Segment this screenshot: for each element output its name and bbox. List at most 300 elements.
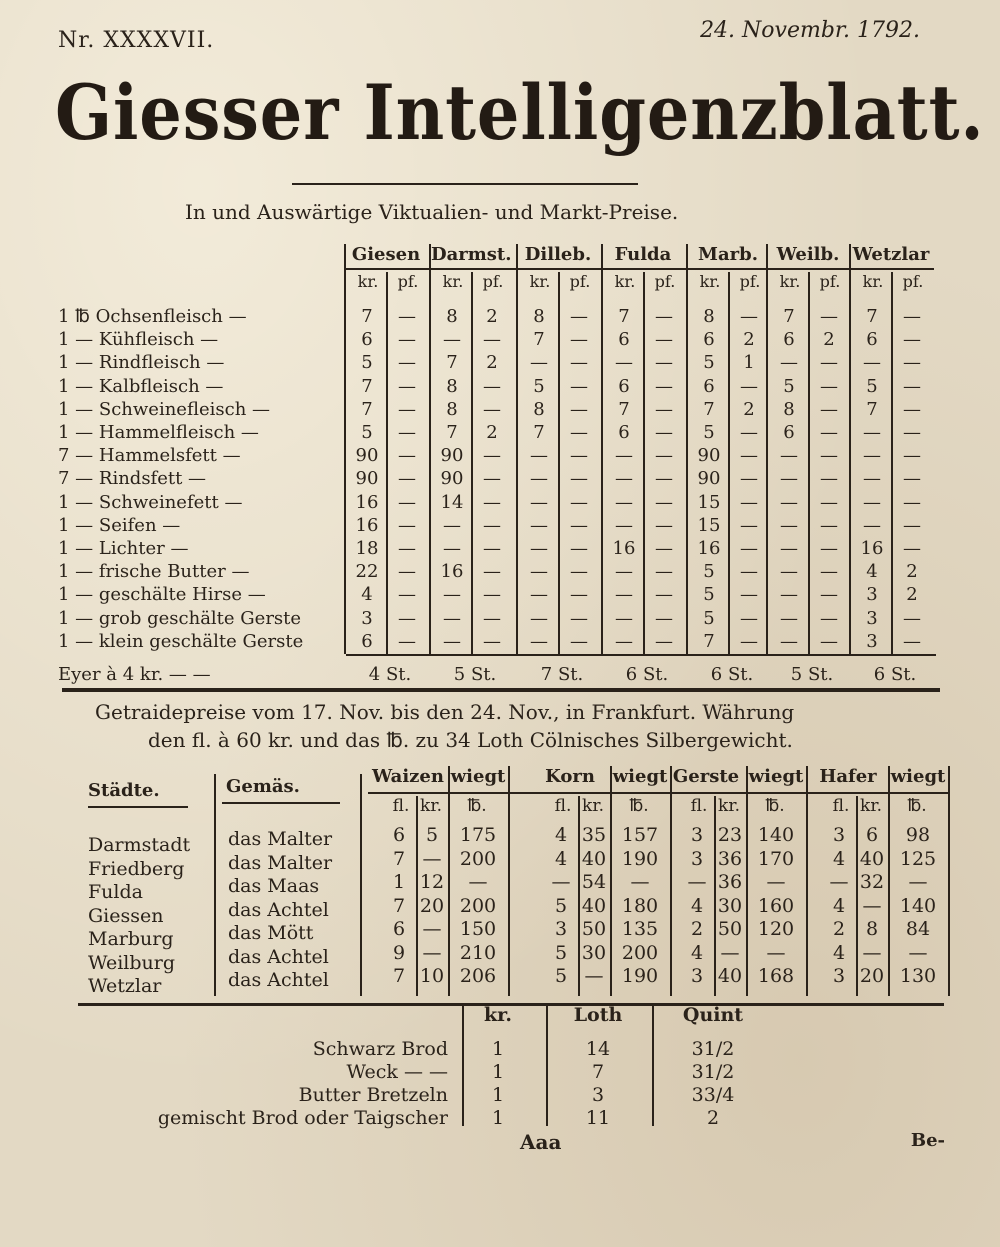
- bread-value: 7: [591, 1061, 605, 1083]
- victual-price: 6: [361, 630, 373, 652]
- victual-price: 90: [697, 468, 721, 490]
- victual-price: —: [655, 422, 673, 443]
- victual-label: 7 — Rindsfett —: [58, 468, 207, 490]
- victual-price: 3: [866, 607, 878, 629]
- grain-value: 20: [859, 965, 885, 987]
- grain-divider: [888, 766, 890, 996]
- victuals-title: In und Auswärtige Viktualien- und Markt-Preise.: [185, 200, 679, 224]
- column-divider: [766, 244, 768, 654]
- bread-header: kr.: [483, 1004, 513, 1026]
- bread-header: Quint: [682, 1004, 744, 1026]
- victual-price: 8: [703, 306, 715, 327]
- victual-price: —: [570, 491, 588, 513]
- grain-value: 175: [459, 824, 497, 846]
- column-divider: [429, 244, 431, 654]
- victual-price: —: [570, 514, 588, 536]
- victual-price: —: [530, 445, 548, 467]
- victual-price: —: [780, 630, 798, 652]
- header-rule: [344, 268, 934, 270]
- unit-kr: kr.: [529, 272, 551, 291]
- victual-price: —: [655, 306, 673, 327]
- victual-price: —: [483, 445, 501, 467]
- victual-price: 5: [361, 352, 373, 374]
- victual-price: —: [655, 630, 673, 652]
- unit-kr: kr.: [779, 272, 801, 291]
- grain-value: —: [468, 871, 488, 893]
- victual-price: —: [780, 538, 798, 559]
- grain-city: Darmstadt: [88, 834, 191, 856]
- victual-price: —: [483, 468, 501, 490]
- subcolumn-divider: [558, 272, 560, 654]
- grain-value: 4: [554, 847, 568, 870]
- column-divider: [686, 244, 688, 654]
- victual-price: —: [655, 514, 673, 536]
- victual-price: —: [483, 329, 501, 351]
- victual-price: 2: [486, 352, 498, 374]
- eggs-count: 5 St.: [790, 664, 834, 685]
- victual-price: —: [820, 375, 838, 397]
- victual-price: —: [820, 352, 838, 374]
- victual-label: 1 — Schweinefett —: [58, 491, 243, 513]
- grain-value: 3: [832, 824, 846, 846]
- victual-price: —: [820, 468, 838, 490]
- unit-lb: ℔.: [765, 796, 785, 816]
- victuals-bottom-rule: [62, 688, 940, 692]
- victual-price: —: [655, 329, 673, 351]
- grain-value: 5: [554, 941, 568, 964]
- unit-fl: fl.: [392, 796, 410, 816]
- victual-price: —: [740, 491, 758, 513]
- unit-kr: kr.: [357, 272, 379, 291]
- victual-price: —: [820, 398, 838, 420]
- grain-value: 4: [832, 894, 846, 917]
- victual-price: —: [570, 630, 588, 652]
- victual-price: 5: [703, 561, 715, 583]
- victual-price: —: [903, 445, 921, 467]
- grain-value: 210: [459, 941, 497, 964]
- victual-price: 16: [860, 538, 884, 559]
- grain-value: 157: [621, 824, 659, 846]
- victual-price: —: [863, 514, 881, 536]
- grain-value: 200: [459, 894, 497, 917]
- bread-value: 11: [585, 1107, 611, 1129]
- grain-value: 40: [717, 965, 743, 987]
- victual-price: —: [483, 375, 501, 397]
- cities-divider: [214, 774, 216, 996]
- victual-price: —: [398, 561, 416, 583]
- grain-value: 130: [899, 965, 937, 987]
- victual-price: 5: [361, 422, 373, 443]
- grain-measure: das Maas: [228, 875, 320, 897]
- grain-value: 30: [717, 894, 743, 917]
- victual-price: 8: [783, 398, 795, 420]
- victual-price: 16: [612, 538, 636, 559]
- victual-price: —: [740, 607, 758, 629]
- victual-price: —: [655, 538, 673, 559]
- unit-lb: ℔.: [907, 796, 927, 816]
- grain-value: 200: [459, 847, 497, 870]
- victual-price: —: [903, 468, 921, 490]
- victual-label: 1 — klein geschälte Gerste: [58, 630, 304, 652]
- grain-header: Waizen: [372, 766, 444, 787]
- victual-price: —: [740, 584, 758, 606]
- victual-price: 7: [618, 398, 630, 420]
- grain-value: 5: [425, 824, 439, 846]
- bread-value: 3: [591, 1084, 605, 1106]
- grain-measure: das Mött: [228, 922, 314, 944]
- victual-price: 8: [446, 306, 458, 327]
- grain-block-divider: [806, 766, 808, 996]
- victual-price: —: [820, 445, 838, 467]
- unit-kr: kr.: [718, 796, 740, 816]
- grain-value: 9: [392, 941, 406, 964]
- victual-price: 14: [440, 491, 464, 513]
- grain-value: 4: [690, 941, 704, 964]
- eggs-count: 6 St.: [625, 664, 669, 685]
- grain-value: —: [829, 871, 849, 893]
- victual-price: 8: [533, 306, 545, 327]
- victual-price: 4: [866, 561, 878, 583]
- victual-price: —: [570, 607, 588, 629]
- victual-price: —: [483, 514, 501, 536]
- victual-price: —: [483, 630, 501, 652]
- unit-pf: pf.: [397, 272, 419, 291]
- victual-price: 90: [697, 445, 721, 467]
- victual-price: 7: [361, 306, 373, 327]
- grain-value: 180: [621, 894, 659, 917]
- bread-value: 1: [491, 1107, 505, 1129]
- victuals-table: [58, 238, 943, 698]
- city-header: Darmst.: [431, 244, 512, 265]
- grain-divider: [610, 766, 612, 996]
- victual-price: —: [530, 352, 548, 374]
- victual-price: —: [903, 491, 921, 513]
- grain-value: 50: [581, 918, 607, 940]
- victual-price: —: [398, 538, 416, 559]
- bread-value: 14: [585, 1038, 611, 1060]
- unit-pf: pf.: [819, 272, 841, 291]
- victual-price: —: [780, 491, 798, 513]
- grain-title-line1: Getraidepreise vom 17. Nov. bis den 24. Nov., in Frankfurt. Währung: [95, 700, 795, 724]
- unit-fl: fl.: [690, 796, 708, 816]
- grain-value: 125: [899, 847, 937, 870]
- victual-price: —: [483, 538, 501, 559]
- victual-price: —: [530, 561, 548, 583]
- grain-city: Wetzlar: [88, 975, 162, 997]
- title-rule: [292, 183, 638, 185]
- victual-price: 5: [533, 375, 545, 397]
- victual-price: —: [903, 422, 921, 443]
- cities-underline: [88, 806, 188, 808]
- victual-price: —: [655, 445, 673, 467]
- grain-value: 54: [581, 871, 607, 893]
- victual-price: 6: [703, 375, 715, 397]
- victual-price: —: [780, 352, 798, 374]
- victual-price: 7: [703, 630, 715, 652]
- grain-value: —: [584, 965, 604, 987]
- masthead-title: Giesser Intelligenzblatt.: [55, 68, 985, 157]
- victual-price: —: [570, 584, 588, 606]
- grain-city: Fulda: [88, 881, 143, 903]
- grain-value: —: [551, 871, 571, 893]
- victual-price: —: [655, 491, 673, 513]
- grain-value: 3: [554, 918, 568, 940]
- victual-price: —: [740, 630, 758, 652]
- grain-value: 4: [554, 824, 568, 846]
- grain-measure: das Achtel: [228, 945, 329, 968]
- victual-price: —: [398, 352, 416, 374]
- grain-value: 7: [392, 847, 406, 870]
- measure-divider: [360, 774, 362, 996]
- victual-label: 1 — Hammelfleisch —: [58, 422, 259, 443]
- grain-value: 40: [581, 847, 607, 870]
- wiegt-header: wiegt: [612, 766, 668, 787]
- grain-value: —: [630, 871, 650, 893]
- victual-price: 7: [361, 375, 373, 397]
- victual-price: —: [655, 375, 673, 397]
- victual-price: —: [570, 445, 588, 467]
- victual-price: 7: [446, 422, 458, 443]
- wiegt-header: wiegt: [748, 766, 804, 787]
- victual-price: 5: [703, 352, 715, 374]
- victual-price: —: [398, 607, 416, 629]
- victual-label: 1 — Kalbfleisch —: [58, 375, 224, 397]
- victual-price: —: [863, 445, 881, 467]
- victual-price: —: [820, 538, 838, 559]
- grain-value: 140: [757, 824, 795, 846]
- unit-lb: ℔.: [629, 796, 649, 816]
- victual-price: —: [443, 584, 461, 606]
- grain-value: 206: [459, 965, 497, 987]
- unit-kr: kr.: [699, 272, 721, 291]
- victual-price: —: [570, 375, 588, 397]
- victual-label: 7 — Hammelsfett —: [58, 445, 241, 467]
- victual-price: —: [655, 561, 673, 583]
- victual-price: —: [398, 329, 416, 351]
- victual-price: —: [570, 422, 588, 443]
- unit-pf: pf.: [482, 272, 504, 291]
- victual-price: 6: [618, 329, 630, 351]
- victual-price: 7: [533, 422, 545, 443]
- victual-price: 7: [783, 306, 795, 327]
- unit-lb: ℔.: [467, 796, 487, 816]
- victual-price: —: [483, 607, 501, 629]
- grain-value: 135: [621, 918, 659, 940]
- victual-price: —: [530, 538, 548, 559]
- wiegt-header: wiegt: [450, 766, 506, 787]
- grain-value: 150: [459, 918, 497, 940]
- victual-price: —: [398, 445, 416, 467]
- victual-price: 16: [355, 514, 379, 536]
- victual-price: —: [903, 607, 921, 629]
- victual-price: 5: [703, 422, 715, 443]
- grain-header-rule: [368, 792, 948, 794]
- grain-divider: [746, 766, 748, 996]
- victual-price: —: [443, 329, 461, 351]
- victual-price: 6: [361, 329, 373, 351]
- grain-city: Giessen: [88, 904, 164, 927]
- victual-price: —: [780, 468, 798, 490]
- victual-price: —: [443, 630, 461, 652]
- bread-value: 1: [491, 1084, 505, 1106]
- victual-price: —: [615, 561, 633, 583]
- grain-value: 6: [392, 918, 406, 940]
- victual-price: 2: [486, 306, 498, 327]
- wiegt-header: wiegt: [890, 766, 946, 787]
- city-header: Dilleb.: [524, 244, 592, 265]
- grain-value: 50: [717, 918, 743, 940]
- victual-price: —: [398, 375, 416, 397]
- victual-price: 2: [743, 398, 755, 420]
- victual-price: —: [820, 607, 838, 629]
- victual-price: —: [820, 491, 838, 513]
- signature-mark: Aaa: [520, 1130, 562, 1154]
- victual-price: —: [443, 538, 461, 559]
- victual-price: —: [863, 352, 881, 374]
- eggs-count: 4 St.: [368, 664, 412, 685]
- victual-price: 18: [355, 538, 379, 559]
- victual-price: —: [903, 538, 921, 559]
- grain-value: 3: [690, 965, 704, 987]
- grain-value: 6: [865, 824, 879, 846]
- victual-price: —: [820, 584, 838, 606]
- victual-price: —: [820, 422, 838, 443]
- victual-price: —: [530, 607, 548, 629]
- victual-price: 6: [618, 422, 630, 443]
- victual-price: —: [570, 468, 588, 490]
- grain-value: 20: [419, 894, 445, 917]
- unit-kr: kr.: [614, 272, 636, 291]
- victual-price: 8: [446, 375, 458, 397]
- victual-price: 16: [440, 561, 464, 583]
- unit-pf: pf.: [902, 272, 924, 291]
- victual-price: 15: [697, 514, 721, 536]
- victual-price: 1: [743, 352, 755, 374]
- victual-price: 2: [743, 329, 755, 351]
- victual-price: —: [615, 468, 633, 490]
- victual-price: —: [655, 607, 673, 629]
- victual-price: —: [820, 561, 838, 583]
- victual-price: —: [740, 561, 758, 583]
- grain-value: 23: [717, 824, 743, 846]
- grain-header: Gerste: [672, 766, 740, 787]
- subcolumn-divider: [808, 272, 810, 654]
- victual-price: —: [780, 584, 798, 606]
- grain-measure: das Malter: [228, 828, 333, 850]
- grain-block-divider: [670, 766, 672, 996]
- victual-price: —: [615, 584, 633, 606]
- grain-value: —: [720, 941, 740, 964]
- grain-header: Korn: [545, 766, 595, 787]
- victual-price: —: [740, 445, 758, 467]
- victual-label: 1 ℔ Ochsenfleisch —: [58, 306, 247, 327]
- bread-divider: [652, 1006, 654, 1126]
- grain-value: 2: [690, 918, 704, 940]
- col-cities: Städte.: [88, 780, 160, 801]
- victual-price: —: [740, 468, 758, 490]
- unit-pf: pf.: [654, 272, 676, 291]
- grain-value: 6: [392, 824, 406, 846]
- grain-value: 1: [392, 871, 406, 893]
- grain-value: 5: [554, 965, 568, 987]
- grain-value: 10: [419, 965, 445, 987]
- victual-price: 2: [906, 584, 918, 606]
- victual-price: —: [740, 306, 758, 327]
- column-divider: [344, 244, 346, 654]
- issue-number: Nr. XXXXVII.: [58, 28, 215, 53]
- victual-price: —: [570, 329, 588, 351]
- victual-price: 6: [618, 375, 630, 397]
- grain-value: 170: [757, 847, 795, 870]
- col-measure: Gemäs.: [226, 776, 300, 797]
- victual-price: —: [398, 398, 416, 420]
- grain-block-divider: [948, 766, 950, 996]
- victual-price: 7: [703, 398, 715, 420]
- victual-price: —: [780, 514, 798, 536]
- victual-price: 7: [446, 352, 458, 374]
- city-header: Giesen: [351, 244, 421, 265]
- victual-price: 8: [446, 398, 458, 420]
- victual-price: —: [570, 538, 588, 559]
- victual-label: 1 — frische Butter —: [58, 561, 250, 583]
- victual-price: —: [530, 514, 548, 536]
- victual-price: —: [780, 607, 798, 629]
- victual-price: —: [615, 607, 633, 629]
- eggs-count: 6 St.: [873, 664, 917, 685]
- victual-price: —: [903, 375, 921, 397]
- victual-price: —: [483, 561, 501, 583]
- victual-price: 22: [355, 561, 379, 583]
- grain-value: 2: [832, 918, 846, 940]
- victual-price: —: [530, 468, 548, 490]
- victual-price: 6: [866, 329, 878, 351]
- grain-value: —: [766, 941, 786, 964]
- victual-price: —: [780, 561, 798, 583]
- victual-price: —: [655, 584, 673, 606]
- victual-price: 90: [355, 445, 379, 467]
- grain-city: Friedberg: [88, 857, 185, 880]
- grain-value: 8: [865, 918, 879, 940]
- grain-value: 160: [757, 894, 795, 917]
- victual-price: —: [398, 468, 416, 490]
- grain-measure: das Malter: [228, 851, 333, 874]
- grain-value: 40: [859, 847, 885, 870]
- victual-price: —: [398, 422, 416, 443]
- grain-value: 4: [832, 941, 846, 964]
- catchword: Be-: [910, 1130, 945, 1151]
- victual-price: 3: [361, 607, 373, 629]
- bread-value: 31/2: [691, 1038, 735, 1060]
- victual-price: —: [530, 630, 548, 652]
- victual-price: 6: [783, 329, 795, 351]
- grain-divider: [448, 766, 450, 996]
- grain-value: 168: [757, 965, 795, 987]
- victual-price: 6: [783, 422, 795, 443]
- victual-price: 5: [866, 375, 878, 397]
- victual-price: —: [903, 329, 921, 351]
- victual-price: —: [443, 607, 461, 629]
- victual-price: 2: [823, 329, 835, 351]
- victual-price: —: [483, 491, 501, 513]
- column-divider: [601, 244, 603, 654]
- grain-value: 36: [717, 847, 743, 870]
- victual-label: 1 — geschälte Hirse —: [58, 584, 266, 606]
- victual-price: —: [570, 398, 588, 420]
- bread-value: 31/2: [691, 1061, 735, 1083]
- column-divider: [516, 244, 518, 654]
- grain-measure: das Achtel: [228, 969, 329, 991]
- grain-value: 35: [581, 824, 607, 846]
